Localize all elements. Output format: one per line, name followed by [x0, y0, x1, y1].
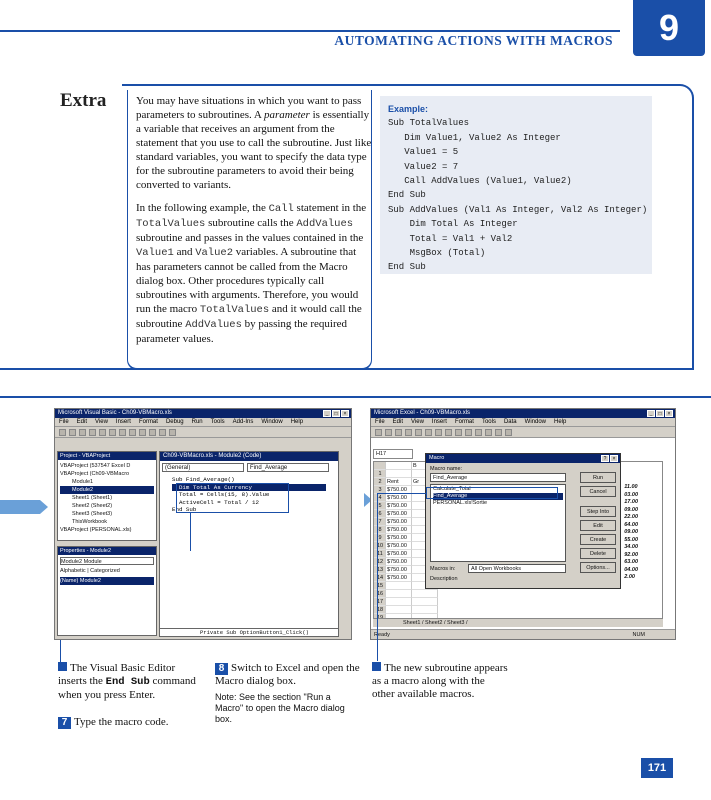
code-line: Value1 = 5 [388, 147, 459, 158]
text-run: In the following example, the [136, 202, 269, 214]
excel-menubar [371, 418, 675, 427]
worksheet-grid[interactable]: B 1 2 Rent Gr 3 $750.00 4 $750.00 5 $750.00 6 $750.00 7 $750.00 8 $750.00 9 $750.00 10 $750.00 11 $750.00 12 $750.00 13 $750.00 14 $750.00 15 16 17 18 11.00 03.00 17.00 09.00 22.00 64.00 09.00 55.00 34.00 92.00 63.00 04.00 2.00 [373, 461, 663, 621]
code-line: Dim Total As Currency [172, 484, 326, 492]
cell[interactable]: $750.00 [386, 518, 412, 526]
macros-in-label: Macros in: [430, 566, 456, 572]
example-label: Example: [388, 104, 429, 114]
menu-item[interactable]: Add-Ins [232, 419, 254, 425]
menu-item[interactable]: Format [454, 419, 474, 425]
code-line: Sub Find_Average() [172, 476, 235, 483]
help-icon[interactable]: ? [601, 455, 609, 462]
cell[interactable]: $750.00 [386, 502, 412, 510]
code-line: End Sub [388, 190, 426, 201]
sheet-tabs[interactable]: Sheet1 / Sheet2 / Sheet3 / [373, 618, 663, 627]
excel-titlebar: Microsoft Excel - Ch09-VBMacro.xls _ □ × [371, 409, 675, 418]
props-name-row[interactable]: (Name) Module2 [60, 577, 154, 585]
code-line: Value2 = 7 [388, 161, 459, 172]
cell-value: 63.00 [624, 559, 638, 565]
menu-item[interactable]: Tools [210, 419, 225, 425]
text-run: You may have situations in which you want to pass parameters to subroutines. A [136, 95, 362, 121]
menu-item[interactable]: Help [554, 419, 567, 425]
section-rule [0, 396, 711, 398]
project-tree-item[interactable]: VBAProject (537547 Excel D [60, 463, 131, 469]
step-into-button[interactable]: Step Into [580, 506, 616, 517]
code-line: Sub AddValues (Val1 As Integer, Val2 As Integer) [388, 204, 648, 215]
menu-item[interactable]: File [375, 419, 385, 425]
menu-item[interactable]: Edit [392, 419, 404, 425]
excel-toolbar [371, 427, 675, 438]
cell[interactable]: $750.00 [386, 550, 412, 558]
cell-value: 09.00 [624, 506, 638, 513]
project-tree-item[interactable]: VBAProject (PERSONAL.xls) [60, 527, 132, 533]
cell[interactable]: 12 [374, 558, 386, 566]
vba-titlebar: Microsoft Visual Basic - Ch09-VBMacro.xls _ □ × [55, 409, 351, 418]
minimize-icon[interactable]: _ [647, 410, 655, 417]
cell[interactable]: $750.00 [386, 494, 412, 502]
props-tabs[interactable]: Alphabetic | Categorized [60, 568, 120, 574]
name-box[interactable]: H17 [373, 449, 413, 459]
text-run: statement in the [293, 202, 367, 214]
text-run: subroutine and passes in the values contained in the [136, 232, 364, 244]
maximize-icon[interactable]: □ [656, 410, 664, 417]
code-window: Ch09-VBMacro.xls - Module2 (Code) (General) Find_Average Sub Find_Average() Dim Total As Currency Total = Cells(15, 8).Value ActiveCell = Total / 12 End Sub [159, 451, 339, 631]
menu-item[interactable]: Debug [165, 419, 184, 425]
menu-item[interactable]: Tools [481, 419, 496, 425]
text-run: Value2 [195, 247, 234, 259]
text-run: by passing the required parameter values. [136, 318, 348, 345]
cell[interactable] [386, 470, 412, 478]
code-bottom-line: Private Sub OptionButton1_Click() [159, 628, 339, 637]
cell[interactable]: 11 [374, 550, 386, 558]
close-icon[interactable]: × [610, 455, 618, 462]
step-8: 8 Switch to Excel and open the Macro dialog box. Note: See the section "Run a Macro" to open the Macro dialog box. [215, 662, 360, 724]
cell[interactable]: $750.00 [386, 558, 412, 566]
cell[interactable]: 13 [374, 566, 386, 574]
cell-value: 09.00 [624, 529, 638, 535]
cell[interactable]: 1 [374, 470, 386, 478]
macros-in-select[interactable]: All Open Workbooks [468, 564, 566, 573]
menu-item[interactable]: Insert [115, 419, 131, 425]
text-run: and [173, 246, 196, 258]
code-line: End Sub [172, 506, 197, 513]
code-line: Call AddValues (Value1, Value2) [388, 176, 572, 187]
create-button[interactable]: Create [580, 534, 616, 545]
menu-item[interactable]: Run [191, 419, 203, 425]
cell-value: 64.00 [624, 521, 638, 528]
bullet-square-icon [372, 662, 381, 671]
cell[interactable]: 16 [374, 590, 386, 598]
code-line: End Sub [388, 262, 426, 273]
menu-item[interactable]: Insert [431, 419, 447, 425]
menu-item[interactable]: View [411, 419, 424, 425]
cell[interactable]: 4 [374, 494, 386, 502]
cell[interactable]: 6 [374, 510, 386, 518]
cancel-button[interactable]: Cancel [580, 486, 616, 497]
cell[interactable]: 18 [374, 606, 386, 614]
bullet-square-icon [58, 662, 67, 671]
page-number: 171 [641, 758, 673, 778]
menu-item[interactable]: Format [138, 419, 158, 425]
options-button[interactable]: Options... [580, 562, 616, 573]
macro-list-callout [426, 487, 558, 499]
code-line: Total = Val1 + Val2 [388, 233, 513, 244]
description-label: Description [430, 576, 458, 582]
cell[interactable]: 7 [374, 518, 386, 526]
cell-value: 92.00 [624, 551, 638, 558]
cell[interactable]: 9 [374, 534, 386, 542]
project-tree-item[interactable]: VBAProject (Ch09-VBMacro [60, 471, 130, 477]
example-code [388, 116, 648, 274]
cell[interactable]: 15 [374, 582, 386, 590]
cell-value: 03.00 [624, 491, 638, 498]
text-run: variables. A subroutine that has parameters cannot be called from the Macro dialog box. Other procedures typically call subroutines with arguments. Therefore, you would run the macro [136, 246, 359, 315]
code-line: Dim Value1, Value2 As Integer [388, 132, 561, 143]
cell-value: 04.00 [624, 566, 638, 573]
cell[interactable]: Rent [386, 478, 412, 486]
cell[interactable]: $750.00 [386, 534, 412, 542]
text-run: Call [268, 203, 294, 215]
example-box [380, 96, 652, 274]
cell[interactable]: $750.00 [386, 574, 412, 582]
cell-value: 22.00 [624, 514, 638, 520]
cell[interactable]: 14 [374, 574, 386, 582]
code-line: ActiveCell = Total / 12 [172, 498, 259, 506]
project-tree-item[interactable]: Sheet3 (Sheet3) [72, 511, 113, 517]
step-result-macro: The new subroutine appears as a macro along with the other available macros. [372, 662, 508, 700]
macro-list-item[interactable]: PERSONAL.xls!Sortie [433, 500, 488, 506]
right-column-values [624, 484, 638, 582]
menu-item[interactable]: Help [290, 419, 304, 425]
chapter-number-tab: 9 [633, 0, 705, 56]
menu-item[interactable]: Edit [76, 419, 88, 425]
cell-value: 2.00 [624, 574, 635, 580]
extra-title: Extra [60, 90, 107, 111]
arrow-right-icon [40, 500, 48, 514]
menu-item[interactable]: Window [261, 419, 283, 425]
extra-para-2 [136, 201, 372, 346]
cell[interactable]: $750.00 [386, 510, 412, 518]
vba-menubar [55, 418, 351, 427]
macro-dialog: Macro ? × Macro name: Find_Average Calculate_Total Find_Average PERSONAL.xls!Sortie Run Cancel Step Into Edit Create Delete Options... Macros in: All Open Workbooks Description [425, 453, 621, 589]
menu-item[interactable]: File [59, 419, 69, 425]
step-7: 7 Type the macro code. [58, 716, 198, 729]
text-run: and it would call the subroutine [136, 303, 362, 330]
cell[interactable]: 10 [374, 542, 386, 550]
chapter-title: AUTOMATING ACTIONS WITH MACROS [334, 33, 613, 48]
cell[interactable]: 3 [374, 486, 386, 494]
cell[interactable]: $750.00 [386, 542, 412, 550]
cell[interactable]: $750.00 [386, 566, 412, 574]
cell-value: 34.00 [624, 544, 638, 550]
close-icon[interactable]: × [665, 410, 673, 417]
code-line: MsgBox (Total) [388, 248, 486, 259]
project-tree-item[interactable]: Sheet2 (Sheet2) [72, 503, 113, 509]
code-line: Sub TotalValues [388, 118, 470, 129]
excel-status-bar: Ready NUM [371, 629, 675, 639]
cell[interactable]: Gr [412, 478, 438, 486]
procedure-combo[interactable]: Find_Average [247, 463, 329, 472]
project-tree-item[interactable]: ThisWorkbook [72, 519, 108, 525]
code-line: Total = Cells(15, 8).Value [172, 491, 270, 498]
arrow-bar [0, 500, 40, 514]
text-run: Value1 [136, 247, 174, 259]
text-run: AddValues [296, 218, 354, 230]
text-run: TotalValues [199, 304, 270, 316]
delete-button[interactable]: Delete [580, 548, 616, 559]
cell-value: 11.00 [624, 484, 638, 490]
project-tree-item[interactable]: Sheet1 (Sheet1) [72, 495, 113, 501]
macro-list-item[interactable]: Find_Average [433, 493, 563, 500]
menu-item[interactable]: Window [524, 419, 546, 425]
project-tree-item[interactable]: Module2 [60, 486, 154, 494]
minimize-icon[interactable]: _ [323, 410, 331, 417]
properties-window: Properties - Module2 Module2 Module Alphabetic | Categorized (Name) Module2 [57, 546, 157, 636]
macro-name-input[interactable]: Find_Average [430, 473, 566, 482]
vba-toolbar [55, 427, 351, 438]
extra-text [136, 94, 372, 355]
project-explorer: Project - VBAProject VBAProject (537547 Excel D VBAProject (Ch09-VBMacro Module1 Module2 Sheet1 (Sheet1) Sheet2 (Sheet2) Sheet3 (Sheet3) ThisWorkbook VBAProject (PERSONAL.xls) [57, 451, 157, 541]
step-result-vbe: The Visual Basic Editor inserts the End Sub command when you press Enter. [58, 662, 196, 701]
cell-value: 17.00 [624, 499, 638, 505]
close-icon[interactable]: × [341, 410, 349, 417]
text-run: is essentially a variable that receives an argument from the statement that you use to call the subroutine. Just like standard variables, you want to specify the data type for the subroutine parameters to avoid their being converted to variants. [136, 109, 372, 191]
cell[interactable]: 5 [374, 502, 386, 510]
header-rule [0, 30, 620, 32]
code-highlight-callout [176, 483, 289, 513]
vba-editor-screenshot [54, 408, 352, 640]
macro-list-item[interactable]: Calculate_Total [433, 486, 471, 492]
edit-button[interactable]: Edit [580, 520, 616, 531]
maximize-icon[interactable]: □ [332, 410, 340, 417]
extra-para-1 [136, 94, 372, 192]
cell[interactable]: 2 [374, 478, 386, 486]
cell[interactable]: 8 [374, 526, 386, 534]
code-line: Dim Total As Integer [388, 219, 518, 230]
cell[interactable]: $750.00 [386, 526, 412, 534]
project-tree-item[interactable]: Module1 [72, 479, 94, 485]
menu-item[interactable]: View [95, 419, 108, 425]
cell[interactable]: 17 [374, 598, 386, 606]
run-button[interactable]: Run [580, 472, 616, 483]
cell-value: 55.00 [624, 536, 638, 543]
macro-name-label: Macro name: [430, 466, 463, 472]
text-run: TotalValues [136, 218, 206, 230]
props-combo[interactable]: Module2 Module [60, 557, 154, 565]
cell[interactable]: $750.00 [386, 486, 412, 494]
menu-item[interactable]: Data [503, 419, 517, 425]
text-run: AddValues [185, 319, 242, 331]
text-run: parameter [264, 109, 310, 121]
object-combo[interactable]: (General) [162, 463, 244, 472]
text-run: subroutine calls the [205, 217, 297, 229]
